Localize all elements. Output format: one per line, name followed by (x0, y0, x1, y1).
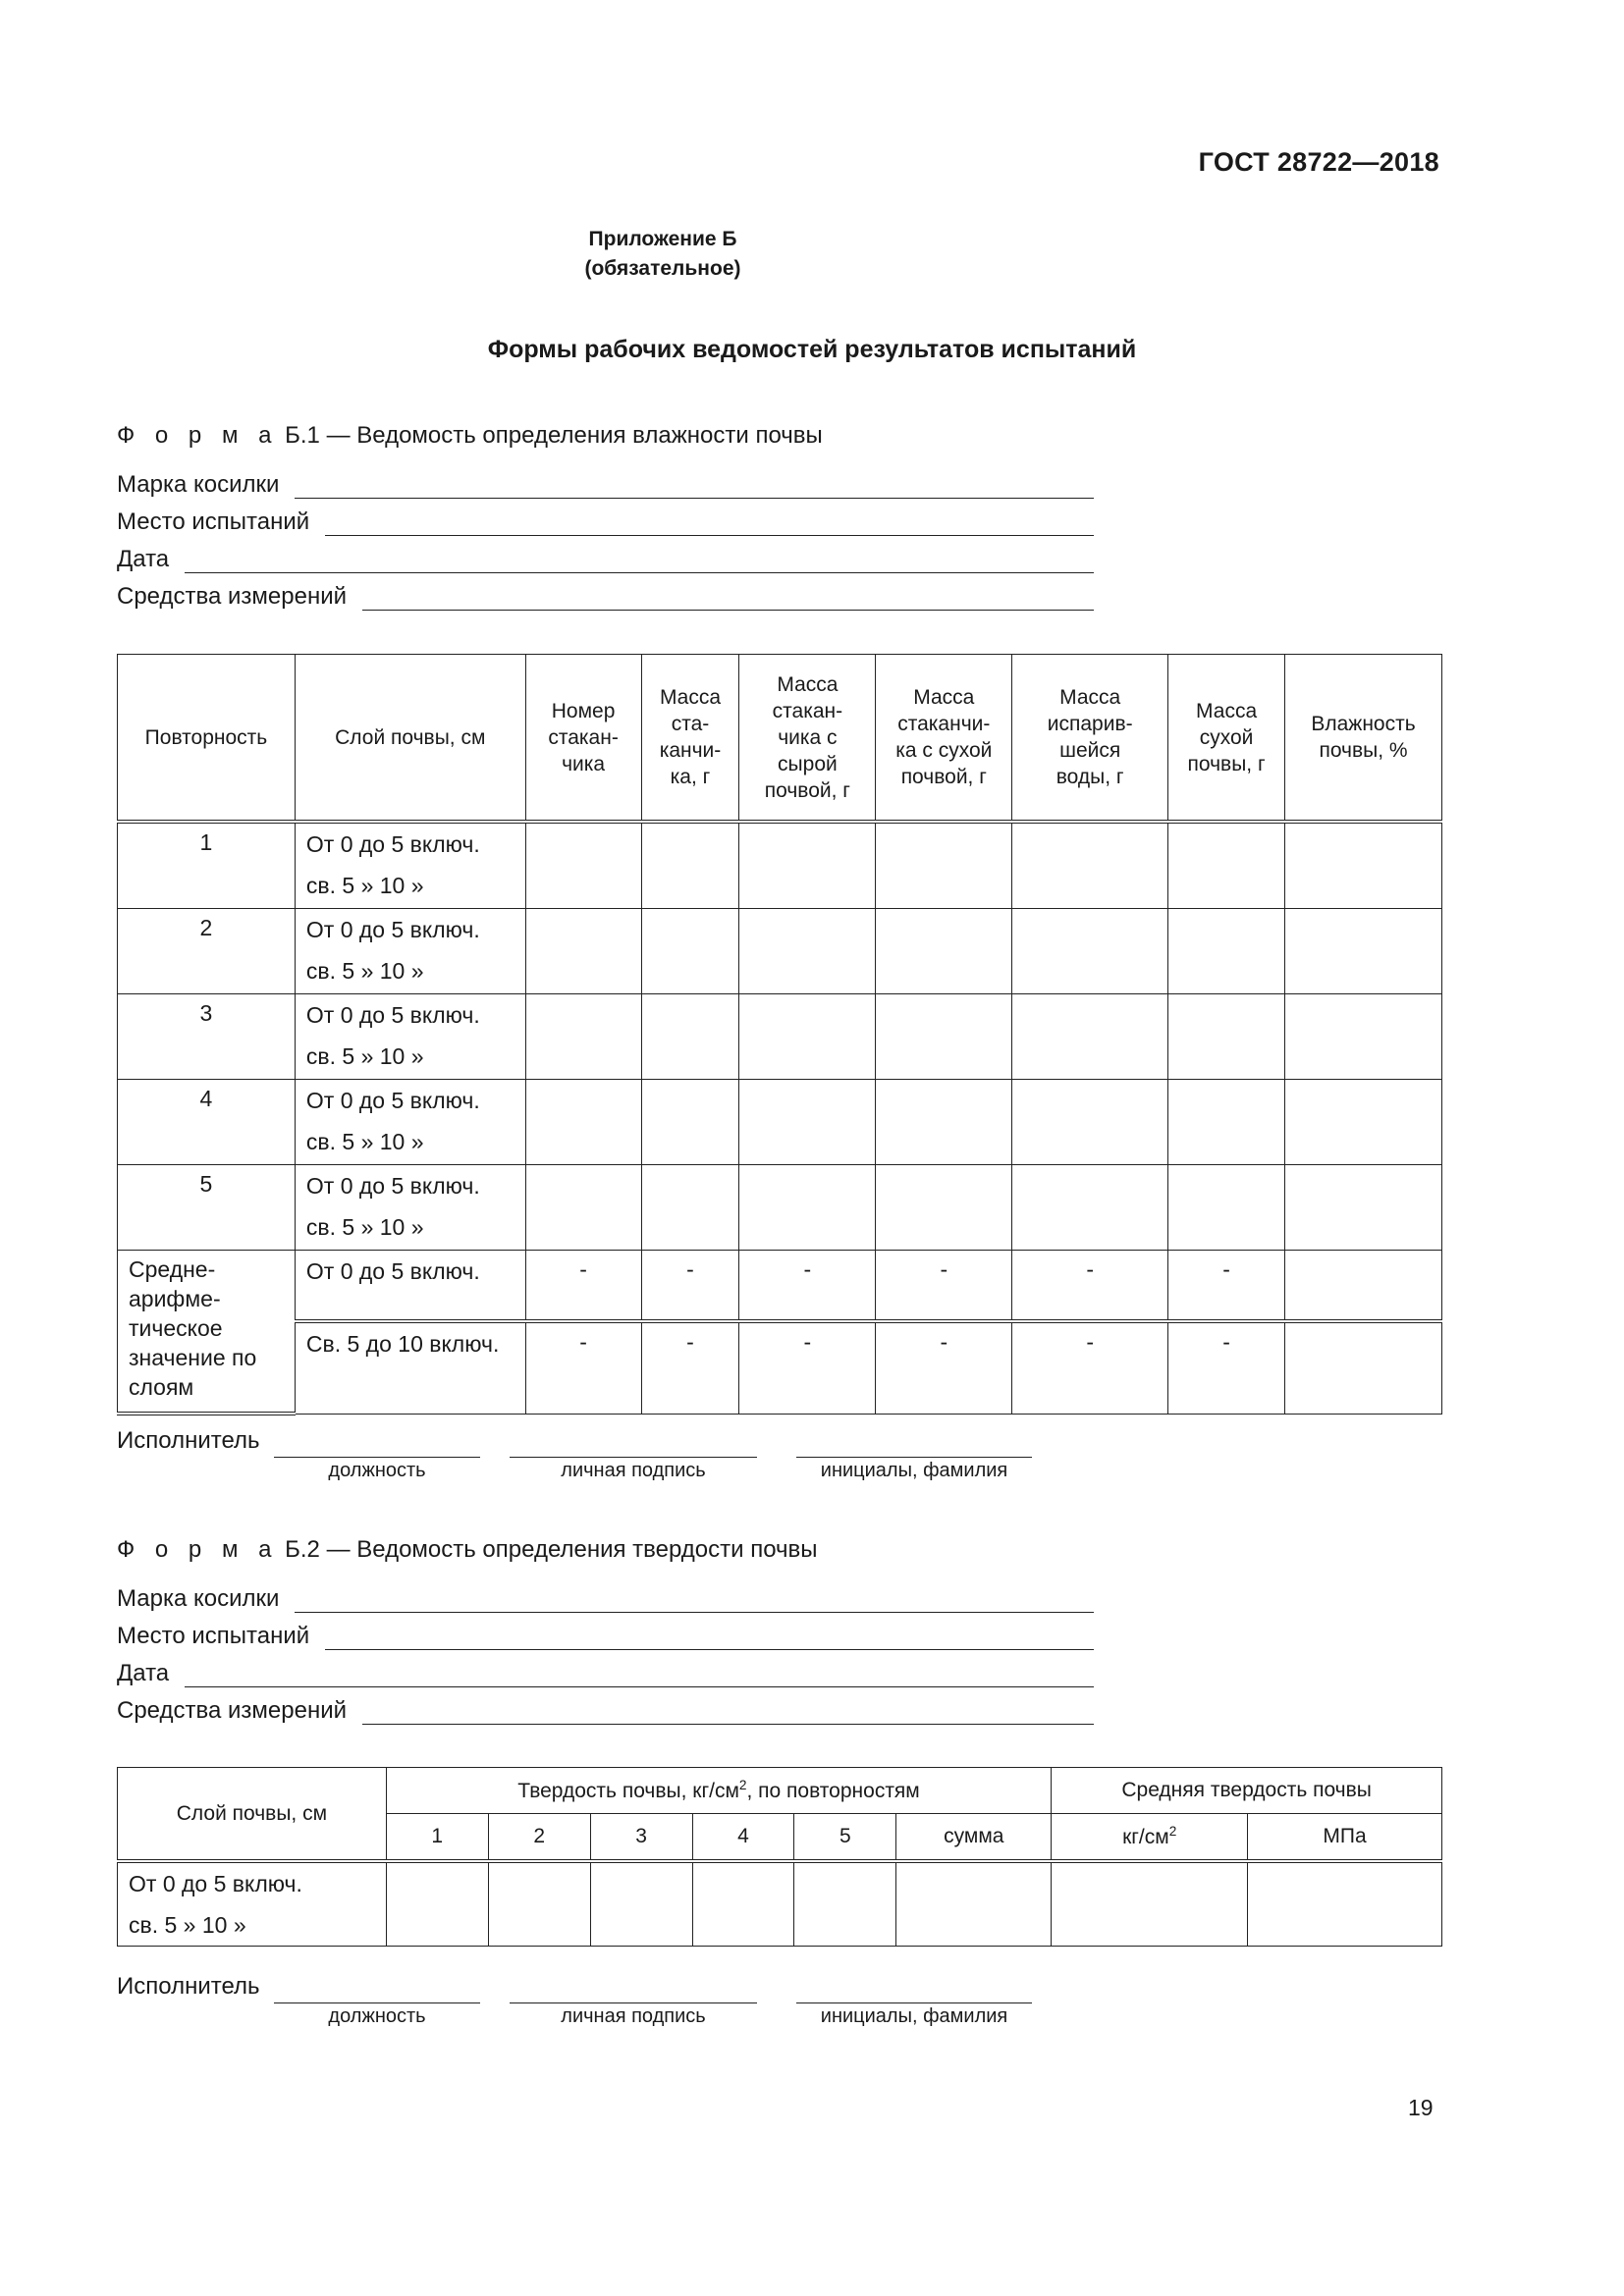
data-cell[interactable] (876, 994, 1012, 1080)
col-header (1285, 655, 1442, 823)
avg-label-line: значение по (129, 1345, 257, 1370)
form2-header-row (118, 1768, 1442, 1814)
data-cell[interactable] (1285, 1251, 1442, 1322)
layer-b: св. 5 » 10 » (305, 873, 424, 898)
signature-line[interactable] (510, 1973, 757, 2003)
name-line[interactable] (796, 1973, 1032, 2003)
col-header-layer: Слой почвы, см (118, 1768, 387, 1862)
repeat-number: 4 (118, 1080, 296, 1165)
avg-label-line: Средне- (129, 1256, 216, 1282)
col-header-line: чика с (778, 725, 838, 749)
col-header-line: воды, г (1056, 766, 1124, 788)
data-cell[interactable] (641, 909, 739, 994)
col-header (1012, 655, 1168, 823)
form1-table (117, 654, 1442, 1415)
col-header-line: шейся (1059, 739, 1121, 762)
avg-label-line: слоям (129, 1374, 194, 1400)
sub-col-unit-mpa: МПа (1248, 1814, 1442, 1862)
form1-field-mower (117, 465, 1094, 499)
layer-cell (295, 994, 525, 1080)
signature-caption: личная подпись (561, 2005, 706, 2027)
form1-field-line[interactable] (325, 506, 1094, 536)
data-cell[interactable] (1012, 1080, 1168, 1165)
form1-caption-prefix: Ф о р м а (117, 422, 279, 449)
avg-layer: Св. 5 до 10 включ. (295, 1321, 525, 1414)
form1-caption (117, 422, 823, 450)
col-header-line: Масса (1196, 699, 1258, 722)
data-cell[interactable] (641, 994, 739, 1080)
position-line[interactable] (274, 1427, 480, 1458)
table-row (118, 1861, 1442, 1947)
col-header-line: Повторность (144, 725, 268, 749)
data-cell[interactable] (641, 822, 739, 909)
repeat-number: 3 (118, 994, 296, 1080)
col-header-line: сухой (1199, 725, 1254, 749)
data-cell[interactable] (739, 994, 876, 1080)
col-header-line: Масса (913, 686, 975, 709)
data-cell[interactable] (525, 822, 641, 909)
data-cell[interactable] (739, 822, 876, 909)
data-cell[interactable] (1168, 909, 1285, 994)
data-cell[interactable] (1285, 1165, 1442, 1251)
dash-cell: - (739, 1321, 876, 1414)
data-cell[interactable] (641, 1080, 739, 1165)
avg-layer: От 0 до 5 включ. (295, 1251, 525, 1322)
form1-field-instruments (117, 577, 1094, 611)
col-header (295, 655, 525, 823)
data-cell[interactable] (1168, 822, 1285, 909)
col-header (876, 655, 1012, 823)
dash-cell: - (1168, 1251, 1285, 1322)
dash-cell: - (876, 1251, 1012, 1322)
unit-kg-pre: кг/см (1122, 1826, 1169, 1848)
data-cell[interactable] (525, 994, 641, 1080)
form2-field-instruments (117, 1691, 1094, 1725)
data-cell[interactable] (1168, 994, 1285, 1080)
form2-field-line[interactable] (185, 1657, 1094, 1687)
col-header-hardness (386, 1768, 1051, 1814)
page-number: 19 (1408, 2095, 1434, 2120)
sub-col-unit-kg (1052, 1814, 1248, 1862)
data-cell[interactable] (1248, 1861, 1442, 1947)
sub-col: сумма (896, 1814, 1052, 1862)
data-cell[interactable] (1012, 994, 1168, 1080)
layer-cell (295, 1165, 525, 1251)
data-cell[interactable] (525, 909, 641, 994)
form2-caption-text: Б.2 — Ведомость определения твердости почвы (285, 1536, 818, 1563)
avg-row (118, 1321, 1442, 1414)
data-cell[interactable] (1285, 1080, 1442, 1165)
sub-col: 4 (692, 1814, 794, 1862)
col-header (739, 655, 876, 823)
dash-cell: - (876, 1321, 1012, 1414)
data-cell[interactable] (692, 1861, 794, 1947)
col-header (1168, 655, 1285, 823)
sub-col: 2 (488, 1814, 590, 1862)
repeat-number: 5 (118, 1165, 296, 1251)
data-cell[interactable] (1168, 1080, 1285, 1165)
col-header-line: канчи- (659, 739, 722, 762)
form2-field-line[interactable] (295, 1582, 1094, 1613)
col-header-line: почвой, г (764, 778, 850, 802)
dash-cell: - (1012, 1251, 1168, 1322)
col-header-line: почвы, г (1187, 752, 1266, 775)
col-header-avg: Средняя твердость почвы (1052, 1768, 1442, 1814)
form2-field-label: Марка косилки (117, 1585, 280, 1612)
signature-label: Исполнитель (117, 1973, 260, 2000)
col-header-line: Слой почвы, см (335, 725, 486, 749)
dash-cell: - (641, 1251, 739, 1322)
col-header-line: испарив- (1047, 713, 1133, 735)
data-cell[interactable] (739, 1165, 876, 1251)
col-header-line: ста- (671, 713, 710, 735)
form2-field-label: Место испытаний (117, 1623, 310, 1649)
form1-field-line[interactable] (362, 580, 1094, 611)
col-header (641, 655, 739, 823)
col-header (525, 655, 641, 823)
position-caption: должность (328, 2005, 426, 2027)
form2-caption (117, 1536, 818, 1564)
col-header-line: стакан- (548, 725, 619, 749)
form1-field-label: Марка косилки (117, 471, 280, 498)
repeat-number: 2 (118, 909, 296, 994)
col-header-line: чика (562, 752, 606, 775)
layer-a: От 0 до 5 включ. (305, 1002, 480, 1028)
layer-b: св. 5 » 10 » (305, 958, 424, 984)
layer-cell (295, 909, 525, 994)
data-cell[interactable] (794, 1861, 896, 1947)
form2-field-mower (117, 1579, 1094, 1613)
data-cell[interactable] (1052, 1861, 1248, 1947)
layer-cell (295, 822, 525, 909)
avg-row (118, 1251, 1442, 1322)
data-cell[interactable] (1285, 909, 1442, 994)
form2-field-label: Средства измерений (117, 1697, 348, 1724)
dash-cell: - (739, 1251, 876, 1322)
dash-cell: - (1168, 1321, 1285, 1414)
form1-field-line[interactable] (185, 543, 1094, 573)
signature-label: Исполнитель (117, 1427, 260, 1454)
data-cell[interactable] (1012, 822, 1168, 909)
layer-a: От 0 до 5 включ. (129, 1871, 302, 1896)
form1-field-line[interactable] (295, 468, 1094, 499)
col-header-line: ка, г (670, 766, 711, 788)
avg-label-line: арифме- (129, 1286, 221, 1311)
signature-caption: личная подпись (561, 1460, 706, 1481)
data-cell[interactable] (641, 1165, 739, 1251)
table-row (118, 994, 1442, 1080)
layer-b: св. 5 » 10 » (305, 1129, 424, 1154)
name-caption: инициалы, фамилия (820, 1460, 1008, 1481)
col-header-line: почвы, % (1319, 739, 1408, 762)
form2-field-line[interactable] (362, 1694, 1094, 1725)
appendix-title: Приложение Б (588, 228, 737, 250)
unit-kg-sup: 2 (1168, 1824, 1177, 1839)
data-cell[interactable] (525, 1080, 641, 1165)
data-cell[interactable] (896, 1861, 1052, 1947)
col-header-line: Номер (551, 699, 616, 722)
signature-line[interactable] (510, 1427, 757, 1458)
standard-number: ГОСТ 28722—2018 (1198, 147, 1439, 177)
hardness-pre: Твердость почвы, кг/см (517, 1780, 739, 1802)
sub-col: 1 (386, 1814, 488, 1862)
layer-cell (118, 1861, 387, 1947)
position-line[interactable] (274, 1973, 480, 2003)
layer-a: От 0 до 5 включ. (305, 1173, 480, 1199)
form2-field-line[interactable] (325, 1620, 1094, 1650)
form2-caption-prefix: Ф о р м а (117, 1536, 279, 1563)
data-cell[interactable] (876, 822, 1012, 909)
data-cell[interactable] (1012, 909, 1168, 994)
data-cell[interactable] (488, 1861, 590, 1947)
form2-field-label: Дата (117, 1660, 170, 1686)
data-cell[interactable] (1285, 994, 1442, 1080)
name-caption: инициалы, фамилия (820, 2005, 1008, 2027)
col-header-line: сырой (778, 752, 838, 775)
col-header-line: Масса (777, 672, 839, 696)
form1-caption-text: Б.1 — Ведомость определения влажности почвы (285, 422, 823, 449)
col-header (118, 655, 296, 823)
form1-field-label: Место испытаний (117, 508, 310, 535)
col-header-line: Масса (659, 686, 722, 709)
data-cell[interactable] (1285, 822, 1442, 909)
hardness-sup: 2 (738, 1778, 747, 1792)
form2-field-date (117, 1654, 1094, 1687)
table-row (118, 1080, 1442, 1165)
sub-col: 3 (590, 1814, 692, 1862)
dash-cell: - (525, 1321, 641, 1414)
col-header-line: почвой, г (900, 766, 987, 788)
col-header-line: Масса (1059, 686, 1121, 709)
data-cell[interactable] (1168, 1165, 1285, 1251)
dash-cell: - (525, 1251, 641, 1322)
form1-header-row (118, 655, 1442, 823)
position-caption: должность (328, 1460, 426, 1481)
layer-b: св. 5 » 10 » (305, 1214, 424, 1240)
layer-a: От 0 до 5 включ. (305, 1088, 480, 1113)
table-row (118, 909, 1442, 994)
data-cell[interactable] (386, 1861, 488, 1947)
table-row (118, 822, 1442, 909)
form1-field-place (117, 503, 1094, 536)
form1-field-label: Средства измерений (117, 583, 348, 610)
form1-field-date (117, 540, 1094, 573)
data-cell[interactable] (876, 1165, 1012, 1251)
data-cell[interactable] (1285, 1321, 1442, 1414)
form1-field-label: Дата (117, 546, 170, 572)
data-cell[interactable] (525, 1165, 641, 1251)
name-line[interactable] (796, 1427, 1032, 1458)
dash-cell: - (1012, 1321, 1168, 1414)
table-row (118, 1165, 1442, 1251)
layer-a: От 0 до 5 включ. (305, 831, 480, 857)
layer-a: От 0 до 5 включ. (305, 917, 480, 942)
dash-cell: - (641, 1321, 739, 1414)
forms-heading: Формы рабочих ведомостей результатов испытаний (487, 336, 1137, 363)
form2-table (117, 1767, 1442, 1947)
avg-label (118, 1251, 296, 1415)
data-cell[interactable] (876, 1080, 1012, 1165)
data-cell[interactable] (739, 909, 876, 994)
col-header-line: стакан- (772, 699, 843, 722)
data-cell[interactable] (1012, 1165, 1168, 1251)
sub-col: 5 (794, 1814, 896, 1862)
appendix-status: (обязательное) (584, 257, 741, 280)
col-header-line: стаканчи- (897, 713, 991, 735)
layer-cell (295, 1080, 525, 1165)
layer-b: св. 5 » 10 » (129, 1912, 246, 1938)
data-cell[interactable] (590, 1861, 692, 1947)
layer-b: св. 5 » 10 » (305, 1043, 424, 1069)
avg-label-line: тическое (129, 1315, 223, 1341)
repeat-number: 1 (118, 822, 296, 909)
data-cell[interactable] (739, 1080, 876, 1165)
data-cell[interactable] (876, 909, 1012, 994)
col-header-line: ка с сухой (895, 739, 993, 762)
hardness-post: , по повторностям (746, 1780, 920, 1802)
col-header-line: Влажность (1311, 713, 1416, 735)
form2-field-place (117, 1617, 1094, 1650)
